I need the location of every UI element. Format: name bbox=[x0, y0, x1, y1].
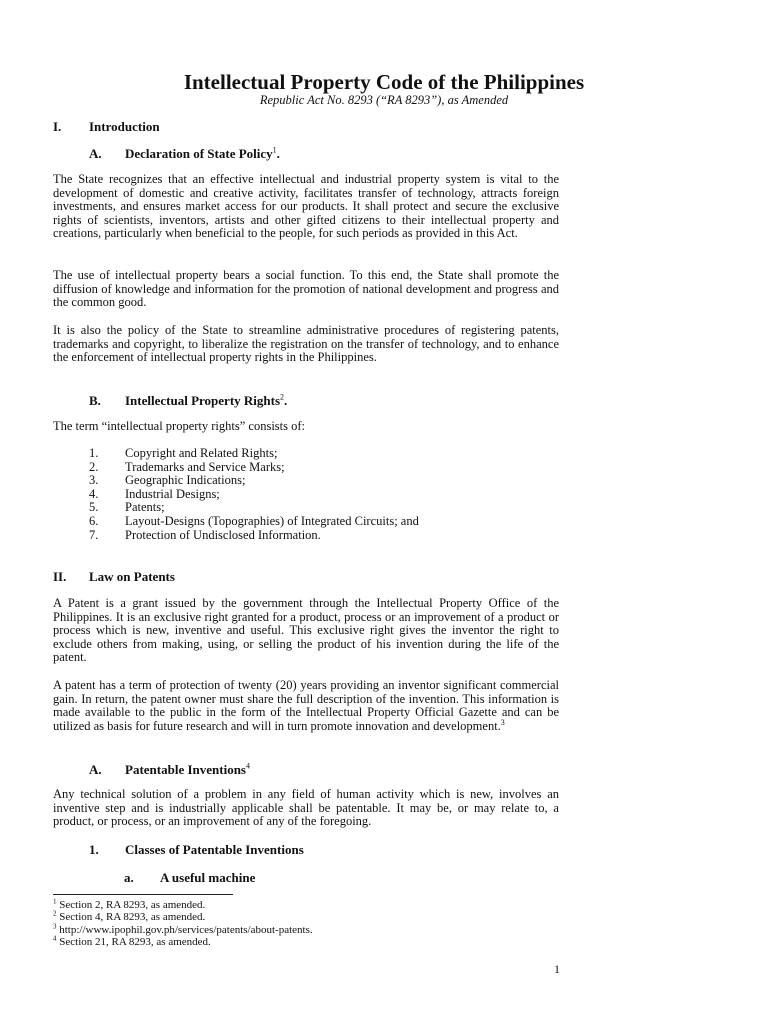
footnote-ref: 2 bbox=[280, 392, 285, 402]
footnote-text: Section 21, RA 8293, as amended. bbox=[59, 936, 211, 949]
subsection-heading-ip-rights bbox=[89, 393, 287, 409]
list-text: Patents; bbox=[125, 500, 165, 515]
list-text: Layout-Designs (Topographies) of Integrated Circuits; and bbox=[125, 513, 419, 528]
paragraph-technical-solution: Any technical solution of a problem in any field of human activity which is new, involves an inventive step and is industrially applicable shall be patentable. It may be, or may relate to, a product, or process, or an improvement of any of the foregoing. bbox=[53, 787, 559, 829]
list-item bbox=[89, 474, 419, 488]
subsection-heading-patentable-inventions bbox=[89, 762, 250, 778]
section-heading-law-on-patents bbox=[53, 569, 175, 585]
footnote-number: 2 bbox=[53, 909, 57, 918]
subsection-number: B. bbox=[89, 393, 101, 408]
list-text: Protection of Undisclosed Information. bbox=[125, 527, 321, 542]
list-text: Geographic Indications; bbox=[125, 473, 246, 488]
footnote-ref: 3 bbox=[500, 717, 505, 727]
paragraph-patent-term bbox=[53, 679, 559, 733]
section-number: I. bbox=[53, 119, 62, 134]
subsection-number: A. bbox=[89, 762, 102, 777]
footnote-text: http://www.ipophil.gov.ph/services/patents/about-patents. bbox=[59, 923, 313, 936]
footnote-ref: 1 bbox=[272, 145, 277, 155]
list-number: 3. bbox=[89, 473, 99, 488]
list-item bbox=[89, 501, 419, 515]
subsection-heading-classes bbox=[89, 842, 304, 858]
footnote-ref: 4 bbox=[245, 761, 250, 771]
section-title: Introduction bbox=[89, 119, 160, 134]
list-item bbox=[89, 447, 419, 461]
footnote-number: 3 bbox=[53, 922, 57, 931]
subsection-title: Classes of Patentable Inventions bbox=[125, 842, 304, 857]
subsection-title-end: . bbox=[284, 393, 288, 408]
subsection-number: A. bbox=[89, 146, 102, 161]
subsection-title: A useful machine bbox=[160, 870, 256, 885]
list-number: 5. bbox=[89, 500, 99, 515]
footnote-number: 4 bbox=[53, 934, 57, 943]
footnote-text: Section 4, RA 8293, as amended. bbox=[59, 911, 206, 924]
section-title: Law on Patents bbox=[89, 569, 175, 584]
list-text: Trademarks and Service Marks; bbox=[125, 459, 285, 474]
list-number: 2. bbox=[89, 459, 99, 474]
list-item bbox=[89, 461, 419, 475]
document-title: Intellectual Property Code of the Philippines bbox=[183, 70, 585, 94]
ip-rights-list bbox=[89, 447, 419, 542]
section-number: II. bbox=[53, 569, 67, 584]
subsection-heading-useful-machine bbox=[124, 870, 255, 886]
paragraph-social-function: The use of intellectual property bears a social function. To this end, the State shall promote the diffusion of knowledge and information for the promotion of national development and progress and the common good. bbox=[53, 268, 559, 310]
paragraph-streamline-policy: It is also the policy of the State to streamline administrative procedures of registering patents, trademarks and copyright, to liberalize the registration on the transfer of technology, and to enhance the enforcement of intellectual property rights in the Philippines. bbox=[53, 323, 559, 365]
list-number: 1. bbox=[89, 446, 99, 460]
subsection-title-end: . bbox=[276, 146, 280, 161]
list-item bbox=[89, 529, 419, 543]
section-heading-introduction bbox=[53, 119, 160, 135]
page-number: 1 bbox=[554, 962, 560, 976]
subsection-title: Patentable Inventions bbox=[125, 762, 246, 777]
footnote-number: 1 bbox=[53, 897, 57, 906]
subsection-heading-state-policy bbox=[89, 146, 280, 162]
list-item bbox=[89, 515, 419, 529]
footnote-item bbox=[53, 899, 313, 911]
footnote-item bbox=[53, 936, 313, 948]
subsection-title: Intellectual Property Rights bbox=[125, 393, 281, 408]
paragraph-term-definition: The term “intellectual property rights” consists of: bbox=[53, 419, 306, 433]
subsection-number: a. bbox=[124, 870, 134, 885]
document-subtitle: Republic Act No. 8293 (“RA 8293”), as Amended bbox=[259, 93, 509, 107]
footnote-divider bbox=[53, 894, 233, 895]
list-text: Copyright and Related Rights; bbox=[125, 446, 278, 460]
list-number: 7. bbox=[89, 527, 99, 542]
footnotes bbox=[53, 899, 313, 949]
paragraph-patent-definition: A Patent is a grant issued by the government through the Intellectual Property Office of the Philippines. It is an exclusive right granted for a product, process or an improvement of a product or process which is new, inventive and useful. This exclusive right gives the inventor the right to exclude others from making, using, or selling the product of his invention during the life of the patent. bbox=[53, 596, 559, 665]
list-text: Industrial Designs; bbox=[125, 486, 220, 501]
footnote-item bbox=[53, 911, 313, 923]
footnote-text: Section 2, RA 8293, as amended. bbox=[59, 899, 206, 911]
paragraph-state-recognizes: The State recognizes that an effective intellectual and industrial property system is vital to the development of domestic and creative activity, facilitates transfer of technology, attracts foreign investments, and ensures market access for our products. It shall protect and secure the exclusive rights of scientists, inventors, artists and other gifted citizens to their intellectual property and creations, particularly when beneficial to the people, for such periods as provided in this Act. bbox=[53, 172, 559, 241]
subsection-title: Declaration of State Policy bbox=[125, 146, 273, 161]
list-item bbox=[89, 488, 419, 502]
footnote-item bbox=[53, 924, 313, 936]
list-number: 4. bbox=[89, 486, 99, 501]
subsection-number: 1. bbox=[89, 842, 99, 857]
list-number: 6. bbox=[89, 513, 99, 528]
paragraph-text: A patent has a term of protection of twenty (20) years providing an inventor significant commercial gain. In return, the patent owner must share the full description of the invention. This information is made available to the public in the form of the Intellectual Property Official Gazette and can be utilized as basis for future research and will in turn promote innovation and development. bbox=[53, 678, 559, 733]
